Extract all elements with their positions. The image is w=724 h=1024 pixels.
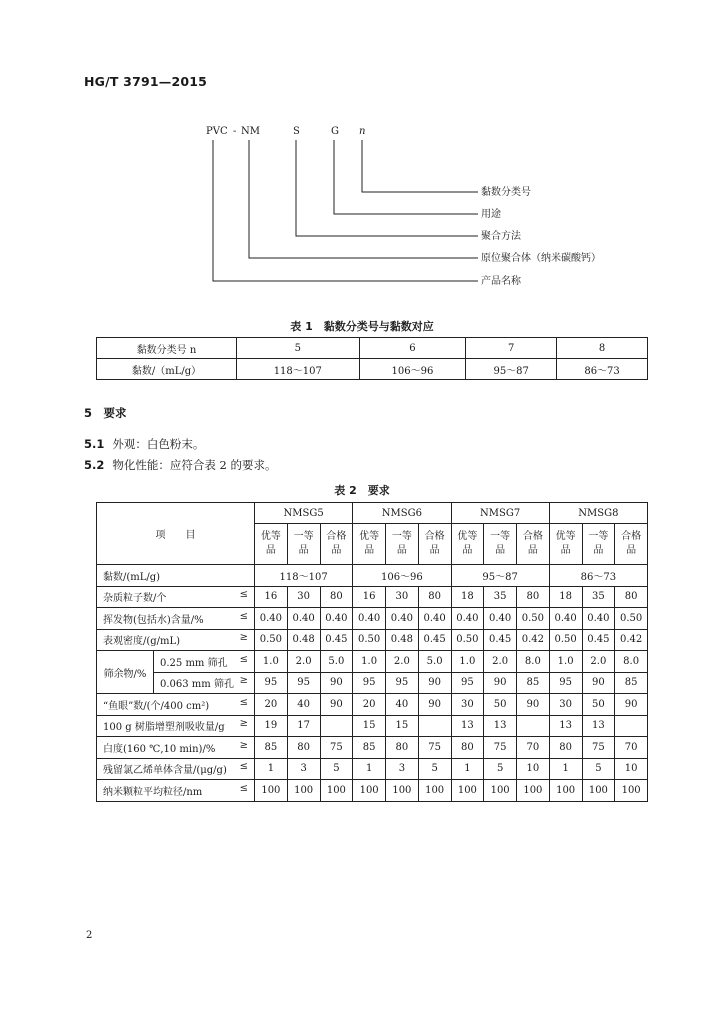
quality-grade-text: 品 bbox=[331, 545, 342, 556]
table-cell: 0.40 bbox=[451, 608, 484, 630]
quality-grade-header bbox=[255, 524, 288, 565]
table-cell: 90 bbox=[517, 694, 550, 716]
table-cell: 100 bbox=[353, 780, 386, 802]
quality-grade-text: 合格 bbox=[522, 531, 543, 542]
table-cell: 95 bbox=[451, 672, 484, 694]
table-row bbox=[97, 338, 648, 359]
paragraph-text: 外观：白色粉末。 bbox=[112, 437, 205, 451]
table-cell: 0.42 bbox=[517, 629, 550, 651]
table-cell: 13 bbox=[582, 715, 615, 737]
table-cell: 5.0 bbox=[320, 651, 353, 673]
limit-sign: ≥ bbox=[239, 739, 248, 751]
designation-dash: - bbox=[233, 126, 237, 137]
row-label: 黏数/(mL/g) bbox=[97, 565, 255, 587]
quality-grade-text: 品 bbox=[560, 545, 571, 556]
table-cell: 80 bbox=[451, 737, 484, 759]
table-cell: 5.0 bbox=[418, 651, 451, 673]
item-header: 项 目 bbox=[97, 503, 255, 565]
table-cell: 95～87 bbox=[451, 565, 549, 587]
row-label bbox=[97, 737, 255, 759]
section-heading: 5 要求 bbox=[84, 406, 127, 420]
grade-header: NMSG7 bbox=[451, 503, 549, 524]
table-row bbox=[97, 651, 648, 673]
limit-sign: ≤ bbox=[239, 761, 248, 773]
quality-grade-text: 品 bbox=[462, 545, 473, 556]
quality-grade-header bbox=[386, 524, 419, 565]
table-cell: 100 bbox=[255, 780, 288, 802]
table-cell: 30 bbox=[287, 586, 320, 608]
table-cell: 80 bbox=[287, 737, 320, 759]
limit-sign: ≥ bbox=[239, 675, 248, 687]
table-cell: 86～73 bbox=[557, 359, 648, 380]
quality-grade-text: 品 bbox=[527, 545, 538, 556]
table-cell: 100 bbox=[484, 780, 517, 802]
table-row bbox=[97, 629, 648, 651]
table-cell: 30 bbox=[549, 694, 582, 716]
table-cell: 5 bbox=[484, 758, 517, 780]
row-label-text: 白度(160 ℃,10 min)/% bbox=[103, 743, 216, 755]
quality-grade-header bbox=[418, 524, 451, 565]
table-cell: 80 bbox=[320, 586, 353, 608]
table-row bbox=[97, 694, 648, 716]
table-cell: 80 bbox=[418, 586, 451, 608]
table2-caption: 表 2 要求 bbox=[334, 484, 390, 497]
table-cell: 1.0 bbox=[549, 651, 582, 673]
table-cell: 100 bbox=[517, 780, 550, 802]
designation-n: n bbox=[359, 126, 366, 137]
table-cell: 0.40 bbox=[255, 608, 288, 630]
table-cell: 5 bbox=[320, 758, 353, 780]
table-row bbox=[97, 672, 648, 694]
paragraph-number: 5.2 bbox=[84, 458, 105, 472]
table-cell: 13 bbox=[484, 715, 517, 737]
table-cell: 0.48 bbox=[386, 629, 419, 651]
quality-grade-text: 品 bbox=[593, 545, 604, 556]
table-cell: 1 bbox=[549, 758, 582, 780]
table-cell: 5 bbox=[237, 338, 360, 359]
row-label bbox=[154, 672, 255, 694]
label-viscosity-class: 黏数分类号 bbox=[481, 187, 531, 198]
table-cell: 0.40 bbox=[484, 608, 517, 630]
table-cell: 16 bbox=[353, 586, 386, 608]
table-cell: 8 bbox=[557, 338, 648, 359]
table-cell: 100 bbox=[418, 780, 451, 802]
table-cell: 95 bbox=[255, 672, 288, 694]
table-cell: 0.48 bbox=[287, 629, 320, 651]
table2 bbox=[96, 502, 648, 802]
row-label bbox=[97, 586, 255, 608]
table-cell: 20 bbox=[255, 694, 288, 716]
table-cell: 80 bbox=[549, 737, 582, 759]
table-cell: 100 bbox=[582, 780, 615, 802]
limit-sign: ≥ bbox=[239, 632, 248, 644]
row-label bbox=[97, 780, 255, 802]
table-cell: 118～107 bbox=[255, 565, 353, 587]
row-label bbox=[97, 694, 255, 716]
table-cell: 0.50 bbox=[451, 629, 484, 651]
table-cell: 95 bbox=[353, 672, 386, 694]
row-label-text: 挥发物(包括水)含量/% bbox=[103, 614, 204, 626]
table-cell: 90 bbox=[582, 672, 615, 694]
table-cell: 0.40 bbox=[386, 608, 419, 630]
table-cell: 10 bbox=[615, 758, 648, 780]
table1-label: 黏数/（mL/g） bbox=[97, 359, 237, 380]
table-cell: 1.0 bbox=[451, 651, 484, 673]
quality-grade-header bbox=[517, 524, 550, 565]
table-cell: 0.45 bbox=[418, 629, 451, 651]
table-cell: 2.0 bbox=[287, 651, 320, 673]
table-cell: 8.0 bbox=[615, 651, 648, 673]
table-cell: 90 bbox=[320, 694, 353, 716]
table-cell: 85 bbox=[615, 672, 648, 694]
paragraph-number: 5.1 bbox=[84, 437, 105, 451]
row-label-text: 纳米颗粒平均粒径/nm bbox=[103, 786, 203, 798]
row-label-text: “鱼眼”数/(个/400 cm²) bbox=[103, 700, 210, 712]
table-cell: 1 bbox=[353, 758, 386, 780]
label-application: 用途 bbox=[481, 209, 501, 220]
table-cell: 0.50 bbox=[517, 608, 550, 630]
table-row bbox=[97, 737, 648, 759]
grade-header: NMSG8 bbox=[549, 503, 647, 524]
table1-caption: 表 1 黏数分类号与黏数对应 bbox=[290, 320, 434, 333]
table-cell: 90 bbox=[418, 672, 451, 694]
quality-grade-header bbox=[615, 524, 648, 565]
table-cell: 10 bbox=[517, 758, 550, 780]
table-cell: 17 bbox=[287, 715, 320, 737]
limit-sign: ≤ bbox=[239, 653, 248, 665]
table-cell: 20 bbox=[353, 694, 386, 716]
table-cell: 95 bbox=[549, 672, 582, 694]
table-cell: 7 bbox=[466, 338, 557, 359]
page-number: 2 bbox=[86, 930, 93, 941]
table-cell: 15 bbox=[386, 715, 419, 737]
leader-line-n bbox=[362, 140, 478, 192]
row-label bbox=[97, 629, 255, 651]
table-cell: 3 bbox=[287, 758, 320, 780]
quality-grade-text: 一等 bbox=[588, 531, 609, 542]
table-row bbox=[97, 565, 648, 587]
table-cell: 13 bbox=[549, 715, 582, 737]
quality-grade-text: 合格 bbox=[424, 531, 445, 542]
quality-grade-text: 优等 bbox=[260, 531, 281, 542]
designation-s: S bbox=[293, 126, 300, 137]
table-cell: 40 bbox=[386, 694, 419, 716]
limit-sign: ≤ bbox=[239, 610, 248, 622]
paragraph-text: 物化性能：应符合表 2 的要求。 bbox=[112, 458, 277, 472]
table-cell: 0.40 bbox=[353, 608, 386, 630]
table-cell: 90 bbox=[418, 694, 451, 716]
quality-grade-header bbox=[320, 524, 353, 565]
table-cell: 19 bbox=[255, 715, 288, 737]
designation-pvc: PVC bbox=[206, 126, 228, 137]
table-cell: 80 bbox=[517, 586, 550, 608]
limit-sign: ≥ bbox=[239, 718, 248, 730]
table-cell: 106～96 bbox=[359, 359, 466, 380]
row-label bbox=[97, 758, 255, 780]
table-cell: 8.0 bbox=[517, 651, 550, 673]
table-cell bbox=[320, 715, 353, 737]
table-cell: 100 bbox=[386, 780, 419, 802]
row-label bbox=[97, 608, 255, 630]
label-polymerization-method: 聚合方法 bbox=[481, 231, 521, 242]
quality-grade-text: 品 bbox=[429, 545, 440, 556]
leader-line-s bbox=[296, 140, 478, 236]
table-cell: 90 bbox=[484, 672, 517, 694]
table-cell: 75 bbox=[484, 737, 517, 759]
leader-line-pvc bbox=[213, 140, 478, 281]
quality-grade-text: 优等 bbox=[457, 531, 478, 542]
row-label-text: 0.063 mm 筛孔 bbox=[160, 679, 234, 691]
table-cell: 100 bbox=[287, 780, 320, 802]
table-cell: 70 bbox=[517, 737, 550, 759]
table-cell: 85 bbox=[353, 737, 386, 759]
designation-nm: NM bbox=[241, 126, 260, 137]
table-row bbox=[97, 608, 648, 630]
table-cell: 5 bbox=[582, 758, 615, 780]
sieve-group-label: 筛余物/% bbox=[97, 651, 154, 694]
grade-header: NMSG6 bbox=[353, 503, 451, 524]
quality-grade-text: 品 bbox=[364, 545, 375, 556]
table-cell: 15 bbox=[353, 715, 386, 737]
quality-grade-text: 合格 bbox=[326, 531, 347, 542]
table-cell bbox=[418, 715, 451, 737]
quality-grade-text: 一等 bbox=[293, 531, 314, 542]
table-cell: 85 bbox=[517, 672, 550, 694]
designation-g: G bbox=[331, 126, 339, 137]
table-cell: 0.40 bbox=[582, 608, 615, 630]
table-cell: 6 bbox=[359, 338, 466, 359]
table-cell: 0.45 bbox=[320, 629, 353, 651]
table-row bbox=[97, 359, 648, 380]
table-cell: 0.42 bbox=[615, 629, 648, 651]
table-cell bbox=[615, 715, 648, 737]
quality-grade-text: 品 bbox=[396, 545, 407, 556]
paragraph-5-2 bbox=[84, 457, 277, 473]
table-row bbox=[97, 715, 648, 737]
table-cell: 106～96 bbox=[353, 565, 451, 587]
row-label bbox=[97, 715, 255, 737]
table-cell: 1 bbox=[451, 758, 484, 780]
table-cell bbox=[517, 715, 550, 737]
limit-sign: ≤ bbox=[239, 696, 248, 708]
quality-grade-header bbox=[353, 524, 386, 565]
table-cell: 16 bbox=[255, 586, 288, 608]
quality-grade-text: 一等 bbox=[391, 531, 412, 542]
table-cell: 2.0 bbox=[386, 651, 419, 673]
quality-grade-text: 合格 bbox=[621, 531, 642, 542]
standard-number: HG/T 3791—2015 bbox=[84, 74, 208, 89]
table-row bbox=[97, 780, 648, 802]
label-in-situ-polymer: 原位聚合体（纳米碳酸钙） bbox=[481, 253, 601, 264]
limit-sign: ≤ bbox=[239, 589, 248, 601]
limit-sign: ≤ bbox=[239, 782, 248, 794]
table-header-row bbox=[97, 503, 648, 524]
row-label bbox=[154, 651, 255, 673]
table-cell: 0.50 bbox=[549, 629, 582, 651]
table1 bbox=[96, 337, 648, 380]
table-row bbox=[97, 758, 648, 780]
table-cell: 85 bbox=[255, 737, 288, 759]
quality-grade-header bbox=[484, 524, 517, 565]
table-cell: 1 bbox=[255, 758, 288, 780]
designation-diagram bbox=[0, 0, 724, 300]
table-cell: 90 bbox=[320, 672, 353, 694]
table-cell: 100 bbox=[320, 780, 353, 802]
table-cell: 13 bbox=[451, 715, 484, 737]
table-cell: 95 bbox=[386, 672, 419, 694]
table-cell: 95～87 bbox=[466, 359, 557, 380]
table-cell: 30 bbox=[386, 586, 419, 608]
table-cell: 100 bbox=[451, 780, 484, 802]
row-label-text: 表观密度/(g/mL) bbox=[103, 636, 181, 648]
table-cell: 0.40 bbox=[418, 608, 451, 630]
table1-label: 黏数分类号 n bbox=[97, 338, 237, 359]
table-cell: 18 bbox=[549, 586, 582, 608]
table-cell: 95 bbox=[287, 672, 320, 694]
quality-grade-text: 优等 bbox=[359, 531, 380, 542]
table-cell: 0.40 bbox=[549, 608, 582, 630]
table-cell: 0.45 bbox=[582, 629, 615, 651]
paragraph-5-1 bbox=[84, 436, 204, 452]
table-cell: 80 bbox=[615, 586, 648, 608]
table-cell: 35 bbox=[484, 586, 517, 608]
quality-grade-text: 品 bbox=[265, 545, 276, 556]
table-cell: 86～73 bbox=[549, 565, 647, 587]
table-cell: 1.0 bbox=[353, 651, 386, 673]
row-label-text: 0.25 mm 筛孔 bbox=[160, 657, 228, 669]
quality-grade-header bbox=[451, 524, 484, 565]
table-cell: 75 bbox=[582, 737, 615, 759]
row-label-text: 100 g 树脂增塑剂吸收量/g bbox=[103, 722, 225, 734]
label-product-name: 产品名称 bbox=[481, 276, 521, 287]
table-cell: 2.0 bbox=[582, 651, 615, 673]
quality-grade-header bbox=[287, 524, 320, 565]
table-cell: 0.40 bbox=[320, 608, 353, 630]
grade-header: NMSG5 bbox=[255, 503, 353, 524]
table-cell: 50 bbox=[582, 694, 615, 716]
table-cell: 5 bbox=[418, 758, 451, 780]
quality-grade-header bbox=[582, 524, 615, 565]
table-cell: 100 bbox=[549, 780, 582, 802]
table-cell: 100 bbox=[615, 780, 648, 802]
quality-grade-text: 品 bbox=[298, 545, 309, 556]
table-row bbox=[97, 586, 648, 608]
table-cell: 90 bbox=[615, 694, 648, 716]
table-cell: 3 bbox=[386, 758, 419, 780]
quality-grade-text: 优等 bbox=[555, 531, 576, 542]
table-cell: 0.50 bbox=[615, 608, 648, 630]
quality-grade-text: 品 bbox=[495, 545, 506, 556]
table-cell: 118～107 bbox=[237, 359, 360, 380]
row-label-text: 残留氯乙烯单体含量/(μg/g) bbox=[103, 765, 227, 777]
leader-line-g bbox=[334, 140, 478, 214]
table-cell: 0.45 bbox=[484, 629, 517, 651]
table-cell: 75 bbox=[320, 737, 353, 759]
quality-grade-header bbox=[549, 524, 582, 565]
quality-grade-text: 品 bbox=[626, 545, 637, 556]
table-cell: 18 bbox=[451, 586, 484, 608]
table-cell: 35 bbox=[582, 586, 615, 608]
table-cell: 75 bbox=[418, 737, 451, 759]
table-cell: 0.50 bbox=[255, 629, 288, 651]
table-cell: 50 bbox=[484, 694, 517, 716]
table-cell: 1.0 bbox=[255, 651, 288, 673]
leader-line-nm bbox=[249, 140, 478, 258]
table-cell: 0.50 bbox=[353, 629, 386, 651]
table-cell: 0.40 bbox=[287, 608, 320, 630]
row-label-text: 杂质粒子数/个 bbox=[103, 593, 167, 605]
table-cell: 2.0 bbox=[484, 651, 517, 673]
table-cell: 80 bbox=[386, 737, 419, 759]
quality-grade-text: 一等 bbox=[490, 531, 511, 542]
table-cell: 70 bbox=[615, 737, 648, 759]
table-cell: 30 bbox=[451, 694, 484, 716]
table-cell: 40 bbox=[287, 694, 320, 716]
